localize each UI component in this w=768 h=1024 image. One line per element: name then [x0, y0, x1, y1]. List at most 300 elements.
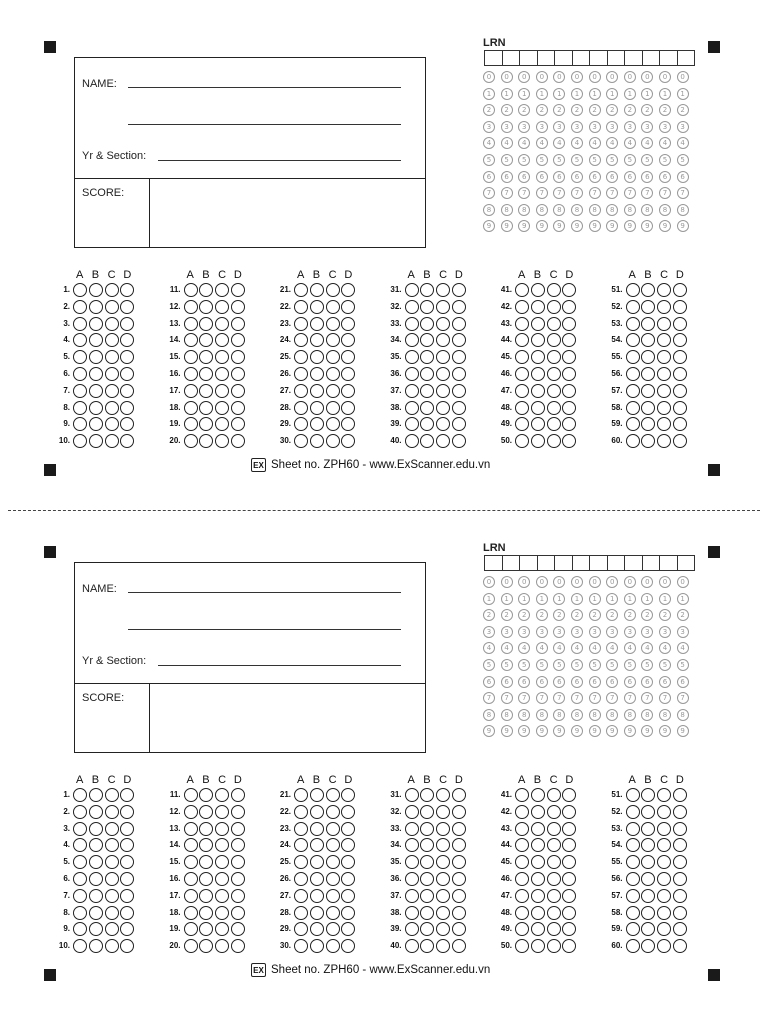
answer-bubble-c[interactable]: [436, 855, 450, 869]
answer-bubble-c[interactable]: [105, 434, 119, 448]
answer-bubble-d[interactable]: [120, 939, 134, 953]
answer-bubble-d[interactable]: [120, 333, 134, 347]
answer-bubble-c[interactable]: [215, 434, 229, 448]
answer-bubble-b[interactable]: [531, 417, 545, 431]
answer-bubble-d[interactable]: [562, 401, 576, 415]
lrn-bubble[interactable]: 1: [677, 88, 689, 100]
lrn-bubble[interactable]: 2: [659, 609, 671, 621]
answer-bubble-c[interactable]: [326, 922, 340, 936]
lrn-bubble[interactable]: 3: [589, 121, 601, 133]
answer-bubble-a[interactable]: [515, 317, 529, 331]
answer-bubble-b[interactable]: [420, 300, 434, 314]
answer-bubble-b[interactable]: [531, 367, 545, 381]
lrn-bubble[interactable]: 8: [518, 204, 530, 216]
answer-bubble-d[interactable]: [562, 283, 576, 297]
answer-bubble-c[interactable]: [436, 300, 450, 314]
answer-bubble-b[interactable]: [199, 872, 213, 886]
answer-bubble-d[interactable]: [120, 367, 134, 381]
answer-bubble-c[interactable]: [215, 822, 229, 836]
answer-bubble-a[interactable]: [405, 788, 419, 802]
lrn-bubble[interactable]: 0: [536, 576, 548, 588]
answer-bubble-b[interactable]: [531, 333, 545, 347]
answer-bubble-b[interactable]: [310, 872, 324, 886]
answer-bubble-a[interactable]: [73, 822, 87, 836]
lrn-bubble[interactable]: 0: [677, 576, 689, 588]
answer-bubble-a[interactable]: [184, 434, 198, 448]
answer-bubble-c[interactable]: [215, 906, 229, 920]
answer-bubble-c[interactable]: [436, 838, 450, 852]
answer-bubble-d[interactable]: [562, 922, 576, 936]
lrn-bubble[interactable]: 2: [677, 609, 689, 621]
answer-bubble-d[interactable]: [452, 283, 466, 297]
answer-bubble-a[interactable]: [626, 822, 640, 836]
answer-bubble-a[interactable]: [294, 384, 308, 398]
answer-bubble-a[interactable]: [73, 350, 87, 364]
lrn-bubble[interactable]: 5: [641, 659, 653, 671]
answer-bubble-b[interactable]: [641, 822, 655, 836]
answer-bubble-b[interactable]: [420, 838, 434, 852]
answer-bubble-c[interactable]: [436, 434, 450, 448]
answer-bubble-c[interactable]: [326, 367, 340, 381]
lrn-bubble[interactable]: 8: [659, 709, 671, 721]
answer-bubble-b[interactable]: [89, 317, 103, 331]
answer-bubble-b[interactable]: [420, 855, 434, 869]
answer-bubble-c[interactable]: [547, 417, 561, 431]
answer-bubble-b[interactable]: [531, 805, 545, 819]
answer-bubble-c[interactable]: [326, 401, 340, 415]
lrn-bubble[interactable]: 6: [641, 676, 653, 688]
answer-bubble-b[interactable]: [420, 401, 434, 415]
lrn-bubble[interactable]: 4: [589, 642, 601, 654]
lrn-bubble[interactable]: 4: [571, 137, 583, 149]
answer-bubble-d[interactable]: [452, 788, 466, 802]
answer-bubble-b[interactable]: [531, 838, 545, 852]
lrn-bubble[interactable]: 3: [677, 626, 689, 638]
lrn-bubble[interactable]: 0: [624, 71, 636, 83]
answer-bubble-d[interactable]: [341, 417, 355, 431]
answer-bubble-d[interactable]: [452, 855, 466, 869]
answer-bubble-b[interactable]: [199, 350, 213, 364]
lrn-bubble[interactable]: 5: [624, 659, 636, 671]
answer-bubble-b[interactable]: [310, 922, 324, 936]
lrn-bubble[interactable]: 5: [677, 154, 689, 166]
answer-bubble-a[interactable]: [626, 855, 640, 869]
lrn-bubble[interactable]: 0: [536, 71, 548, 83]
answer-bubble-d[interactable]: [231, 417, 245, 431]
answer-bubble-d[interactable]: [562, 317, 576, 331]
lrn-bubble[interactable]: 8: [606, 709, 618, 721]
lrn-bubble[interactable]: 6: [536, 676, 548, 688]
answer-bubble-b[interactable]: [641, 906, 655, 920]
answer-bubble-b[interactable]: [641, 872, 655, 886]
lrn-bubble[interactable]: 4: [589, 137, 601, 149]
answer-bubble-d[interactable]: [231, 788, 245, 802]
answer-bubble-a[interactable]: [626, 384, 640, 398]
lrn-bubble[interactable]: 0: [518, 71, 530, 83]
lrn-bubble[interactable]: 7: [553, 692, 565, 704]
answer-bubble-a[interactable]: [405, 805, 419, 819]
lrn-bubble[interactable]: 4: [659, 137, 671, 149]
lrn-bubble[interactable]: 7: [589, 187, 601, 199]
answer-bubble-a[interactable]: [73, 855, 87, 869]
answer-bubble-d[interactable]: [452, 906, 466, 920]
lrn-bubble[interactable]: 9: [624, 725, 636, 737]
answer-bubble-c[interactable]: [105, 417, 119, 431]
answer-bubble-b[interactable]: [641, 401, 655, 415]
answer-bubble-a[interactable]: [626, 401, 640, 415]
answer-bubble-c[interactable]: [657, 417, 671, 431]
answer-bubble-c[interactable]: [326, 434, 340, 448]
answer-bubble-b[interactable]: [641, 788, 655, 802]
answer-bubble-c[interactable]: [657, 317, 671, 331]
answer-bubble-a[interactable]: [73, 300, 87, 314]
lrn-bubble[interactable]: 4: [606, 642, 618, 654]
lrn-bubble[interactable]: 2: [571, 104, 583, 116]
answer-bubble-b[interactable]: [89, 384, 103, 398]
answer-bubble-a[interactable]: [184, 317, 198, 331]
answer-bubble-b[interactable]: [199, 333, 213, 347]
lrn-bubble[interactable]: 9: [483, 220, 495, 232]
answer-bubble-b[interactable]: [199, 939, 213, 953]
answer-bubble-d[interactable]: [231, 401, 245, 415]
answer-bubble-a[interactable]: [405, 922, 419, 936]
answer-bubble-d[interactable]: [341, 434, 355, 448]
answer-bubble-c[interactable]: [657, 434, 671, 448]
answer-bubble-d[interactable]: [673, 333, 687, 347]
lrn-bubble[interactable]: 1: [624, 88, 636, 100]
answer-bubble-a[interactable]: [515, 384, 529, 398]
lrn-bubble[interactable]: 2: [501, 104, 513, 116]
answer-bubble-a[interactable]: [73, 872, 87, 886]
answer-bubble-b[interactable]: [531, 922, 545, 936]
answer-bubble-b[interactable]: [531, 822, 545, 836]
answer-bubble-c[interactable]: [215, 872, 229, 886]
lrn-bubble[interactable]: 5: [589, 154, 601, 166]
lrn-bubble[interactable]: 9: [624, 220, 636, 232]
answer-bubble-d[interactable]: [562, 434, 576, 448]
lrn-bubble[interactable]: 1: [518, 88, 530, 100]
lrn-bubble[interactable]: 5: [677, 659, 689, 671]
answer-bubble-a[interactable]: [405, 367, 419, 381]
lrn-bubble[interactable]: 5: [501, 154, 513, 166]
answer-bubble-a[interactable]: [405, 872, 419, 886]
answer-bubble-c[interactable]: [436, 822, 450, 836]
answer-bubble-a[interactable]: [515, 367, 529, 381]
lrn-bubble[interactable]: 4: [641, 137, 653, 149]
lrn-bubble[interactable]: 1: [659, 593, 671, 605]
lrn-bubble[interactable]: 1: [641, 593, 653, 605]
lrn-bubble[interactable]: 2: [518, 609, 530, 621]
answer-bubble-d[interactable]: [562, 889, 576, 903]
name-field-line-1[interactable]: [128, 592, 401, 593]
lrn-bubble[interactable]: 5: [571, 659, 583, 671]
lrn-bubble[interactable]: 8: [483, 709, 495, 721]
answer-bubble-b[interactable]: [310, 367, 324, 381]
answer-bubble-b[interactable]: [310, 300, 324, 314]
answer-bubble-b[interactable]: [531, 434, 545, 448]
answer-bubble-a[interactable]: [184, 838, 198, 852]
lrn-digit-box[interactable]: [678, 51, 695, 65]
answer-bubble-b[interactable]: [199, 401, 213, 415]
answer-bubble-a[interactable]: [405, 939, 419, 953]
lrn-bubble[interactable]: 2: [677, 104, 689, 116]
answer-bubble-d[interactable]: [341, 872, 355, 886]
lrn-bubble[interactable]: 0: [483, 71, 495, 83]
section-field-line[interactable]: [158, 160, 401, 161]
lrn-bubble[interactable]: 6: [518, 171, 530, 183]
section-field-line[interactable]: [158, 665, 401, 666]
lrn-bubble[interactable]: 2: [624, 104, 636, 116]
answer-bubble-d[interactable]: [673, 922, 687, 936]
lrn-bubble[interactable]: 5: [659, 154, 671, 166]
lrn-bubble[interactable]: 0: [641, 71, 653, 83]
lrn-bubble[interactable]: 7: [553, 187, 565, 199]
answer-bubble-c[interactable]: [215, 300, 229, 314]
lrn-bubble[interactable]: 2: [571, 609, 583, 621]
lrn-bubble[interactable]: 8: [553, 204, 565, 216]
answer-bubble-d[interactable]: [452, 872, 466, 886]
answer-bubble-b[interactable]: [310, 350, 324, 364]
lrn-bubble[interactable]: 8: [536, 204, 548, 216]
answer-bubble-d[interactable]: [673, 889, 687, 903]
answer-bubble-c[interactable]: [657, 805, 671, 819]
answer-bubble-a[interactable]: [294, 838, 308, 852]
answer-bubble-a[interactable]: [73, 317, 87, 331]
answer-bubble-b[interactable]: [89, 333, 103, 347]
lrn-bubble[interactable]: 7: [501, 187, 513, 199]
answer-bubble-d[interactable]: [231, 333, 245, 347]
answer-bubble-b[interactable]: [420, 417, 434, 431]
answer-bubble-c[interactable]: [326, 283, 340, 297]
lrn-bubble[interactable]: 3: [571, 626, 583, 638]
answer-bubble-a[interactable]: [294, 922, 308, 936]
answer-bubble-c[interactable]: [436, 922, 450, 936]
answer-bubble-a[interactable]: [515, 889, 529, 903]
answer-bubble-c[interactable]: [105, 350, 119, 364]
lrn-bubble[interactable]: 1: [571, 593, 583, 605]
lrn-bubble[interactable]: 5: [589, 659, 601, 671]
answer-bubble-b[interactable]: [420, 317, 434, 331]
answer-bubble-a[interactable]: [294, 906, 308, 920]
answer-bubble-c[interactable]: [547, 300, 561, 314]
name-field-line-1[interactable]: [128, 87, 401, 88]
answer-bubble-d[interactable]: [231, 939, 245, 953]
answer-bubble-d[interactable]: [673, 838, 687, 852]
lrn-bubble[interactable]: 5: [571, 154, 583, 166]
lrn-bubble[interactable]: 7: [677, 187, 689, 199]
answer-bubble-a[interactable]: [184, 822, 198, 836]
answer-bubble-d[interactable]: [341, 367, 355, 381]
lrn-bubble[interactable]: 6: [624, 676, 636, 688]
lrn-bubble[interactable]: 0: [571, 71, 583, 83]
lrn-bubble[interactable]: 6: [677, 676, 689, 688]
answer-bubble-a[interactable]: [626, 939, 640, 953]
answer-bubble-d[interactable]: [341, 350, 355, 364]
answer-bubble-a[interactable]: [515, 922, 529, 936]
lrn-bubble[interactable]: 7: [659, 692, 671, 704]
answer-bubble-d[interactable]: [452, 805, 466, 819]
answer-bubble-c[interactable]: [105, 401, 119, 415]
lrn-bubble[interactable]: 5: [606, 154, 618, 166]
answer-bubble-a[interactable]: [184, 333, 198, 347]
answer-bubble-a[interactable]: [405, 350, 419, 364]
answer-bubble-c[interactable]: [657, 855, 671, 869]
answer-bubble-d[interactable]: [673, 317, 687, 331]
answer-bubble-d[interactable]: [673, 822, 687, 836]
answer-bubble-c[interactable]: [547, 401, 561, 415]
answer-bubble-c[interactable]: [215, 367, 229, 381]
lrn-bubble[interactable]: 2: [659, 104, 671, 116]
answer-bubble-b[interactable]: [420, 906, 434, 920]
lrn-bubble[interactable]: 1: [536, 593, 548, 605]
answer-bubble-a[interactable]: [294, 350, 308, 364]
answer-bubble-d[interactable]: [452, 317, 466, 331]
answer-bubble-c[interactable]: [547, 939, 561, 953]
answer-bubble-a[interactable]: [405, 838, 419, 852]
answer-bubble-c[interactable]: [547, 855, 561, 869]
answer-bubble-d[interactable]: [452, 333, 466, 347]
answer-bubble-b[interactable]: [641, 889, 655, 903]
answer-bubble-d[interactable]: [231, 889, 245, 903]
answer-bubble-a[interactable]: [184, 805, 198, 819]
lrn-bubble[interactable]: 7: [589, 692, 601, 704]
answer-bubble-a[interactable]: [184, 417, 198, 431]
answer-bubble-b[interactable]: [310, 401, 324, 415]
answer-bubble-c[interactable]: [105, 855, 119, 869]
lrn-bubble[interactable]: 1: [536, 88, 548, 100]
lrn-bubble[interactable]: 2: [483, 609, 495, 621]
answer-bubble-d[interactable]: [452, 401, 466, 415]
answer-bubble-c[interactable]: [657, 889, 671, 903]
answer-bubble-c[interactable]: [436, 889, 450, 903]
answer-bubble-c[interactable]: [547, 922, 561, 936]
lrn-bubble[interactable]: 8: [589, 204, 601, 216]
lrn-bubble[interactable]: 8: [677, 709, 689, 721]
answer-bubble-a[interactable]: [626, 283, 640, 297]
answer-bubble-d[interactable]: [452, 939, 466, 953]
lrn-bubble[interactable]: 6: [518, 676, 530, 688]
lrn-bubble[interactable]: 4: [677, 137, 689, 149]
answer-bubble-d[interactable]: [120, 922, 134, 936]
answer-bubble-c[interactable]: [326, 788, 340, 802]
lrn-bubble[interactable]: 8: [483, 204, 495, 216]
answer-bubble-c[interactable]: [215, 401, 229, 415]
lrn-digit-box[interactable]: [590, 556, 608, 570]
answer-bubble-b[interactable]: [89, 367, 103, 381]
answer-bubble-a[interactable]: [515, 417, 529, 431]
lrn-bubble[interactable]: 7: [659, 187, 671, 199]
lrn-bubble[interactable]: 4: [501, 137, 513, 149]
answer-bubble-b[interactable]: [199, 788, 213, 802]
lrn-bubble[interactable]: 4: [624, 642, 636, 654]
answer-bubble-a[interactable]: [405, 434, 419, 448]
answer-bubble-b[interactable]: [310, 855, 324, 869]
answer-bubble-c[interactable]: [657, 822, 671, 836]
answer-bubble-a[interactable]: [73, 283, 87, 297]
answer-bubble-b[interactable]: [641, 922, 655, 936]
answer-bubble-d[interactable]: [120, 872, 134, 886]
lrn-bubble[interactable]: 8: [518, 709, 530, 721]
lrn-digit-box[interactable]: [485, 556, 503, 570]
answer-bubble-d[interactable]: [452, 838, 466, 852]
answer-bubble-b[interactable]: [310, 384, 324, 398]
answer-bubble-c[interactable]: [436, 350, 450, 364]
lrn-bubble[interactable]: 7: [677, 692, 689, 704]
answer-bubble-c[interactable]: [436, 401, 450, 415]
lrn-bubble[interactable]: 9: [536, 220, 548, 232]
answer-bubble-c[interactable]: [657, 283, 671, 297]
answer-bubble-b[interactable]: [199, 434, 213, 448]
lrn-bubble[interactable]: 8: [501, 204, 513, 216]
answer-bubble-c[interactable]: [326, 300, 340, 314]
answer-bubble-c[interactable]: [657, 906, 671, 920]
lrn-bubble[interactable]: 2: [501, 609, 513, 621]
answer-bubble-d[interactable]: [120, 401, 134, 415]
answer-bubble-a[interactable]: [626, 872, 640, 886]
answer-bubble-a[interactable]: [294, 367, 308, 381]
answer-bubble-c[interactable]: [436, 939, 450, 953]
answer-bubble-a[interactable]: [294, 417, 308, 431]
lrn-entry-boxes[interactable]: [484, 50, 695, 66]
answer-bubble-c[interactable]: [657, 838, 671, 852]
answer-bubble-d[interactable]: [231, 922, 245, 936]
lrn-bubble[interactable]: 6: [606, 171, 618, 183]
answer-bubble-a[interactable]: [515, 788, 529, 802]
lrn-bubble[interactable]: 6: [606, 676, 618, 688]
answer-bubble-b[interactable]: [531, 788, 545, 802]
answer-bubble-d[interactable]: [231, 300, 245, 314]
answer-bubble-a[interactable]: [294, 872, 308, 886]
lrn-bubble[interactable]: 1: [483, 88, 495, 100]
lrn-digit-box[interactable]: [625, 51, 643, 65]
answer-bubble-b[interactable]: [310, 434, 324, 448]
lrn-digit-box[interactable]: [643, 556, 661, 570]
lrn-digit-box[interactable]: [503, 556, 521, 570]
lrn-bubble[interactable]: 6: [659, 171, 671, 183]
lrn-bubble[interactable]: 5: [553, 659, 565, 671]
lrn-bubble[interactable]: 9: [483, 725, 495, 737]
answer-bubble-d[interactable]: [341, 333, 355, 347]
lrn-bubble[interactable]: 7: [571, 692, 583, 704]
answer-bubble-b[interactable]: [420, 333, 434, 347]
answer-bubble-a[interactable]: [73, 401, 87, 415]
answer-bubble-a[interactable]: [515, 350, 529, 364]
lrn-digit-box[interactable]: [678, 556, 695, 570]
answer-bubble-c[interactable]: [547, 805, 561, 819]
answer-bubble-d[interactable]: [231, 317, 245, 331]
answer-bubble-a[interactable]: [405, 417, 419, 431]
answer-bubble-b[interactable]: [89, 434, 103, 448]
lrn-bubble[interactable]: 9: [589, 725, 601, 737]
answer-bubble-c[interactable]: [105, 333, 119, 347]
answer-bubble-a[interactable]: [294, 805, 308, 819]
answer-bubble-a[interactable]: [294, 788, 308, 802]
answer-bubble-b[interactable]: [89, 922, 103, 936]
answer-bubble-a[interactable]: [184, 401, 198, 415]
answer-bubble-b[interactable]: [420, 367, 434, 381]
answer-bubble-b[interactable]: [641, 317, 655, 331]
answer-bubble-c[interactable]: [326, 838, 340, 852]
answer-bubble-b[interactable]: [89, 417, 103, 431]
answer-bubble-b[interactable]: [89, 788, 103, 802]
answer-bubble-d[interactable]: [673, 434, 687, 448]
lrn-bubble[interactable]: 8: [677, 204, 689, 216]
answer-bubble-a[interactable]: [626, 889, 640, 903]
lrn-bubble[interactable]: 4: [553, 642, 565, 654]
answer-bubble-c[interactable]: [215, 384, 229, 398]
lrn-bubble[interactable]: 0: [553, 576, 565, 588]
answer-bubble-d[interactable]: [562, 333, 576, 347]
